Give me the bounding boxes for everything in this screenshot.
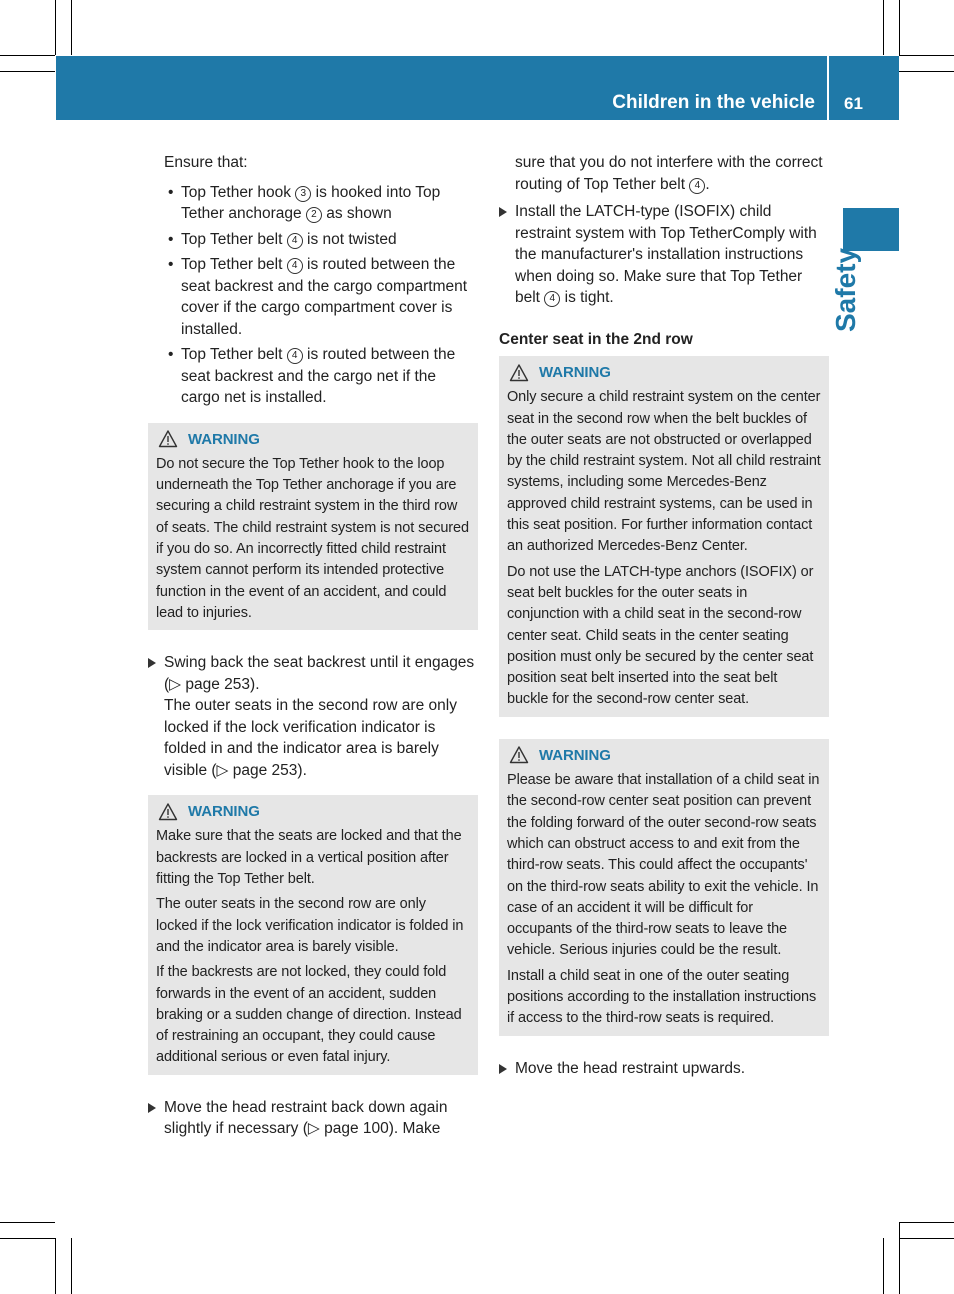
arrow-right-icon xyxy=(148,1103,156,1113)
header-divider xyxy=(827,56,829,120)
column-right xyxy=(499,152,829,1079)
warning-box xyxy=(148,795,478,1075)
intro-text: Ensure that: xyxy=(164,154,248,171)
reference-number-icon: 4 xyxy=(287,233,303,249)
page-header xyxy=(56,56,899,120)
warning-text: Make sure that the seats are locked and that the backrests are locked in a vertical position after fitting the Top Tether belt. xyxy=(156,828,462,888)
page-number: 61 xyxy=(844,94,863,113)
warning-text: Do not use the LATCH-type anchors (ISOFIX) or seat belt buckles for the outer seats in conjunction with a child seat in the second-row center seat. Child seats in the center seating position must only be secured by the center seat position seat belt inserted into the seat belt buckle for the second-row center seat. xyxy=(507,563,814,708)
step-continuation: sure that you do not interfere with the correct routing of Top Tether belt 4 . xyxy=(515,154,823,193)
arrow-right-icon xyxy=(499,207,507,217)
reference-number-icon: 4 xyxy=(287,348,303,364)
section-title: Children in the vehicle xyxy=(612,92,815,113)
warning-text: The outer seats in the second row are only locked if the lock verification indicator is folded in and the indicator area is barely visible. xyxy=(156,896,464,955)
warning-title: WARNING xyxy=(539,746,611,764)
reference-number-icon: 4 xyxy=(689,178,705,194)
warning-title: WARNING xyxy=(188,803,260,821)
side-tab-label: Safety xyxy=(830,247,861,332)
warning-triangle-icon xyxy=(158,802,178,822)
reference-number-icon: 4 xyxy=(544,291,560,307)
instruction-step: Move the head restraint upwards. xyxy=(499,1058,829,1080)
section-subheading: Center seat in the 2nd row xyxy=(499,330,693,348)
reference-number-icon: 4 xyxy=(287,258,303,274)
instruction-step: Install the LATCH-type (ISOFIX) child restraint system with Top TetherComply with the manufacturer's installation instructions when doing so. Make sure that Top Tether belt 4 is tight. xyxy=(499,201,829,309)
list-item: • Top Tether belt 4 is not twisted xyxy=(168,230,397,248)
list-item: • Top Tether belt 4 is routed between the seat backrest and the cargo net if the cargo net is installed. xyxy=(168,346,456,406)
warning-triangle-icon xyxy=(158,429,178,449)
warning-box xyxy=(499,356,829,717)
arrow-right-icon xyxy=(499,1064,507,1074)
side-tab-marker xyxy=(843,208,899,251)
instruction-step: Swing back the seat backrest until it engages (▷ page 253). xyxy=(148,652,478,695)
warning-text: Please be aware that installation of a child seat in the second-row center seat position can prevent the folding forward of the outer second-row seats which can obstruct access to and exit from the third-row seats. This could affect the occupants' on the third-row seats ability to exit the vehicle. In case of an accident it will be difficult for occupants of the third-row seats to leave the vehicle. Serious injuries could be the result. xyxy=(507,772,820,959)
warning-text: Install a child seat in one of the outer seating positions according to the installation instructions if access to the third-row seats is required. xyxy=(507,967,817,1027)
list-item: • Top Tether belt 4 is routed between the seat backrest and the cargo compartment cover if the cargo compartment cover is installed. xyxy=(168,256,468,338)
step-result: The outer seats in the second row are only locked if the lock verification indicator is folded in and the indicator area is barely visible (▷ page 253). xyxy=(164,697,457,779)
warning-box xyxy=(499,739,829,1036)
warning-triangle-icon xyxy=(509,363,529,383)
warning-text: Only secure a child restraint system on the center seat in the second row when the belt buckles of the outer seats are not obstructed or overlapped by the child restraint system. Not all child restraint systems, including some Mercedes-Benz approved child restraint systems, can be used in this seat position. For further information contact an authorized Mercedes-Benz Center. xyxy=(507,389,821,555)
warning-title: WARNING xyxy=(188,430,260,448)
list-item: • Top Tether hook 3 is hooked into Top Tether anchorage 2 as shown xyxy=(168,183,441,222)
arrow-right-icon xyxy=(148,658,156,668)
column-left xyxy=(148,152,478,1140)
reference-number-icon: 2 xyxy=(306,207,322,223)
instruction-step: Move the head restraint back down again slightly if necessary (▷ page 100). Make xyxy=(148,1097,478,1140)
warning-box xyxy=(148,423,478,631)
warning-text: Do not secure the Top Tether hook to the loop underneath the Top Tether anchorage if you are securing a child restraint system in the third row of seats. The child restraint system is not secured if you do so. An incorrectly fitted child restraint system cannot perform its intended protective function in the event of an accident, and could lead to injuries. xyxy=(156,455,469,621)
warning-triangle-icon xyxy=(509,745,529,765)
warning-title: WARNING xyxy=(539,364,611,381)
warning-text: If the backrests are not locked, they could fold forwards in the event of an accident, sudden braking or a sudden change of direction. Instead of restraining an occupant, they could cause additional serious or even fatal injury. xyxy=(156,964,462,1066)
reference-number-icon: 3 xyxy=(295,186,311,202)
